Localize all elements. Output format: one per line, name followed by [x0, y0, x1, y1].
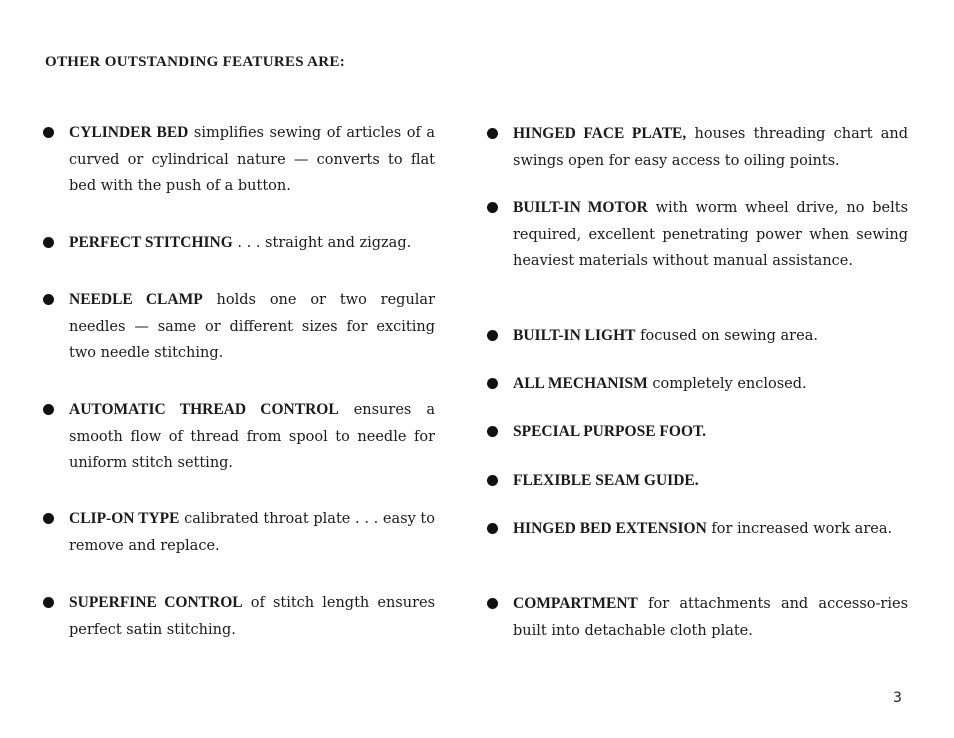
- feature-lead: HINGED FACE PLATE,: [513, 125, 687, 142]
- feature-item: [484, 121, 908, 174]
- feature-item: [484, 323, 908, 350]
- feature-item: [40, 590, 435, 643]
- feature-text: for attachments and accesso-ries built into detachable cloth plate.: [513, 596, 909, 639]
- feature-text: focused on sewing area.: [640, 328, 818, 344]
- feature-text: completely enclosed.: [652, 376, 807, 392]
- section-heading: OTHER OUTSTANDING FEATURES ARE:: [45, 54, 346, 70]
- feature-lead: NEEDLE CLAMP: [69, 291, 203, 308]
- feature-text: . . . straight and zigzag.: [237, 235, 412, 251]
- feature-item: [484, 371, 908, 398]
- feature-lead: FLEXIBLE SEAM GUIDE.: [513, 472, 699, 489]
- feature-text: of stitch length ensures perfect satin stitching.: [69, 595, 436, 638]
- feature-item: [40, 230, 435, 257]
- bullet-icon: [43, 127, 54, 138]
- feature-lead: COMPARTMENT: [513, 595, 638, 612]
- bullet-icon: [43, 294, 54, 305]
- feature-item: [484, 195, 908, 275]
- feature-item: [484, 419, 908, 446]
- feature-lead: SPECIAL PURPOSE FOOT.: [513, 423, 707, 440]
- feature-lead: PERFECT STITCHING: [69, 234, 233, 251]
- feature-text: holds one or two regular needles — same or different sizes for exciting two needle stitching.: [69, 292, 435, 361]
- feature-item: [484, 516, 908, 543]
- bullet-icon: [487, 598, 498, 609]
- feature-lead: BUILT-IN MOTOR: [513, 199, 648, 216]
- feature-text: with worm wheel drive, no belts required, excellent penetrating power when sewing heaviest materials without manual assistance.: [513, 200, 909, 269]
- bullet-icon: [43, 237, 54, 248]
- bullet-icon: [487, 330, 498, 341]
- bullet-icon: [487, 378, 498, 389]
- bullet-icon: [43, 513, 54, 524]
- feature-lead: SUPERFINE CONTROL: [69, 594, 243, 611]
- feature-lead: HINGED BED EXTENSION: [513, 520, 707, 537]
- feature-text: ensures a smooth flow of thread from spool to needle for uniform stitch setting.: [69, 402, 435, 471]
- feature-text: simplifies sewing of articles of a curved or cylindrical nature — converts to flat bed with the push of a button.: [69, 125, 436, 194]
- bullet-icon: [487, 523, 498, 534]
- page-number: 3: [893, 690, 902, 706]
- feature-text: for increased work area.: [711, 521, 893, 537]
- feature-item: [40, 506, 435, 559]
- feature-lead: CYLINDER BED: [69, 124, 189, 141]
- feature-text: calibrated throat plate . . . easy to remove and replace.: [69, 511, 435, 554]
- feature-item: [40, 287, 435, 367]
- feature-lead: CLIP-ON TYPE: [69, 510, 180, 527]
- bullet-icon: [487, 128, 498, 139]
- bullet-icon: [43, 404, 54, 415]
- feature-item: [40, 120, 435, 200]
- feature-lead: ALL MECHANISM: [513, 375, 648, 392]
- feature-item: [484, 591, 908, 644]
- bullet-icon: [487, 202, 498, 213]
- feature-item: [40, 397, 435, 477]
- bullet-icon: [43, 597, 54, 608]
- feature-text: houses threading chart and swings open for easy access to oiling points.: [513, 126, 908, 169]
- feature-item: [484, 468, 908, 495]
- feature-lead: BUILT-IN LIGHT: [513, 327, 636, 344]
- bullet-icon: [487, 475, 498, 486]
- bullet-icon: [487, 426, 498, 437]
- feature-lead: AUTOMATIC THREAD CONTROL: [69, 401, 339, 418]
